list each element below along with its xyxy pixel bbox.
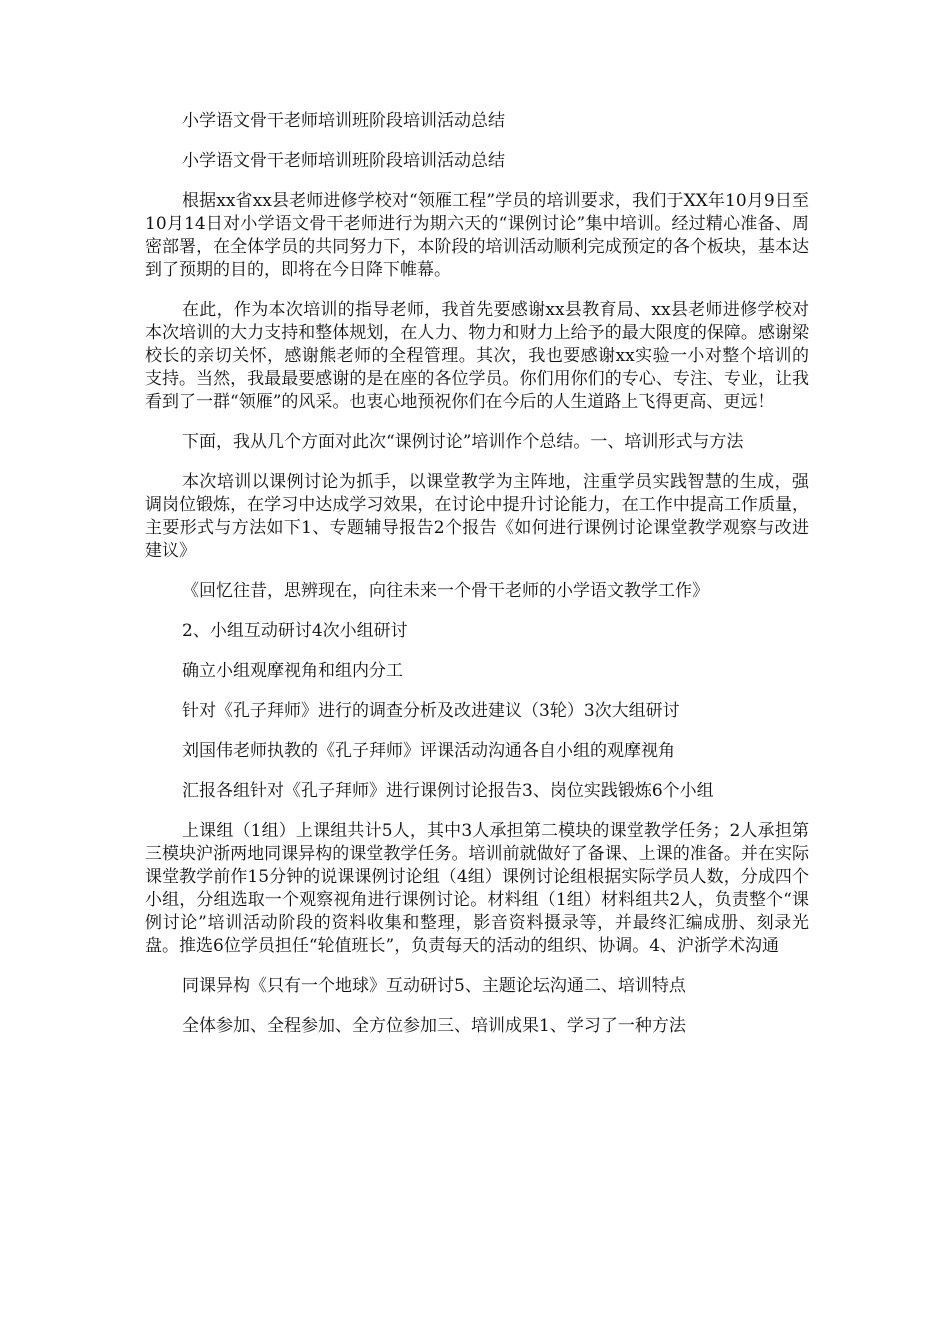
- paragraph-lesson-review: 刘国伟老师执教的《孔子拜师》评课活动沟通各自小组的观摩视角: [182, 741, 675, 761]
- paragraph-practice-groups: 上课组（1组）上课组共计5人，其中3人承担第二模块的课堂教学任务；2人承担第三模块沪浙两地同课异构的课堂教学任务。培训前就做好了备课、上课的准备。并在实际课堂教学前作15分钟的说课课例讨论组（4组）课例讨论组根据实际学员人数，分成四个小组，分组选取一个观察视角进行课例讨论。材料组（1组）材料组共2人，负责整个“课例讨论”培训活动阶段的资料收集和整理，影音资料摄录等，并最终汇编成册、刻录光盘。推选6位学员担任“轮值班长”，负责每天的活动的组织、协调。4、沪浙学术沟通: [145, 821, 809, 956]
- document-page: [145, 110, 809, 1055]
- paragraph-group-report: 汇报各组针对《孔子拜师》进行课例讨论报告3、岗位实践锻炼6个小组: [182, 781, 714, 801]
- document-subtitle: 小学语文骨干老师培训班阶段培训活动总结: [182, 151, 505, 171]
- paragraph-report-title: 《回忆往昔，思辨现在，向往未来一个骨干老师的小学语文教学工作》: [182, 581, 709, 601]
- paragraph-group-discussion: 2、小组互动研讨4次小组研讨: [182, 621, 408, 641]
- paragraph-analysis: 针对《孔子拜师》进行的调查分析及改进建议（3轮）3次大组研讨: [182, 701, 680, 721]
- paragraph-training-method: 本次培训以课例讨论为抓手，以课堂教学为主阵地，注重学员实践智慧的生成，强调岗位锻炼，在学习中达成学习效果，在讨论中提升讨论能力，在工作中提高工作质量，主要形式与方法如下1、专题辅导报告2个报告《如何进行课例讨论课堂教学观察与改进建议》: [145, 472, 809, 561]
- paragraph-thanks: 在此，作为本次培训的指导老师，我首先要感谢xx县教育局、xx县老师进修学校对本次培训的大力支持和整体规划，在人力、物力和财力上给予的最大限度的保障。感谢梁校长的亲切关怀，感谢熊老师的全程管理。其次，我也要感谢xx实验一小对整个培训的支持。当然，我最最要感谢的是在座的各位学员。你们用你们的专心、专注、专业，让我看到了一群“领雁”的风采。也衷心地预祝你们在今后的人生道路上飞得更高、更远！: [145, 300, 809, 412]
- paragraph-same-lesson: 同课异构《只有一个地球》互动研讨5、主题论坛沟通二、培训特点: [182, 976, 686, 996]
- paragraph-participation: 全体参加、全程参加、全方位参加三、培训成果1、学习了一种方法: [182, 1016, 686, 1036]
- paragraph-summary-intro: 下面，我从几个方面对此次“课例讨论”培训作个总结。一、培训形式与方法: [182, 432, 744, 452]
- paragraph-group-roles: 确立小组观摩视角和组内分工: [182, 661, 403, 681]
- paragraph-intro: 根据xx省xx县老师进修学校对“领雁工程”学员的培训要求，我们于XX年10月9日至10月14日对小学语文骨干老师进行为期六天的“课例讨论”集中培训。经过精心准备、周密部署，在全体学员的共同努力下，本阶段的培训活动顺利完成预定的各个板块，基本达到了预期的目的，即将在今日降下帷幕。: [145, 191, 809, 280]
- document-title: 小学语文骨干老师培训班阶段培训活动总结: [182, 111, 505, 131]
